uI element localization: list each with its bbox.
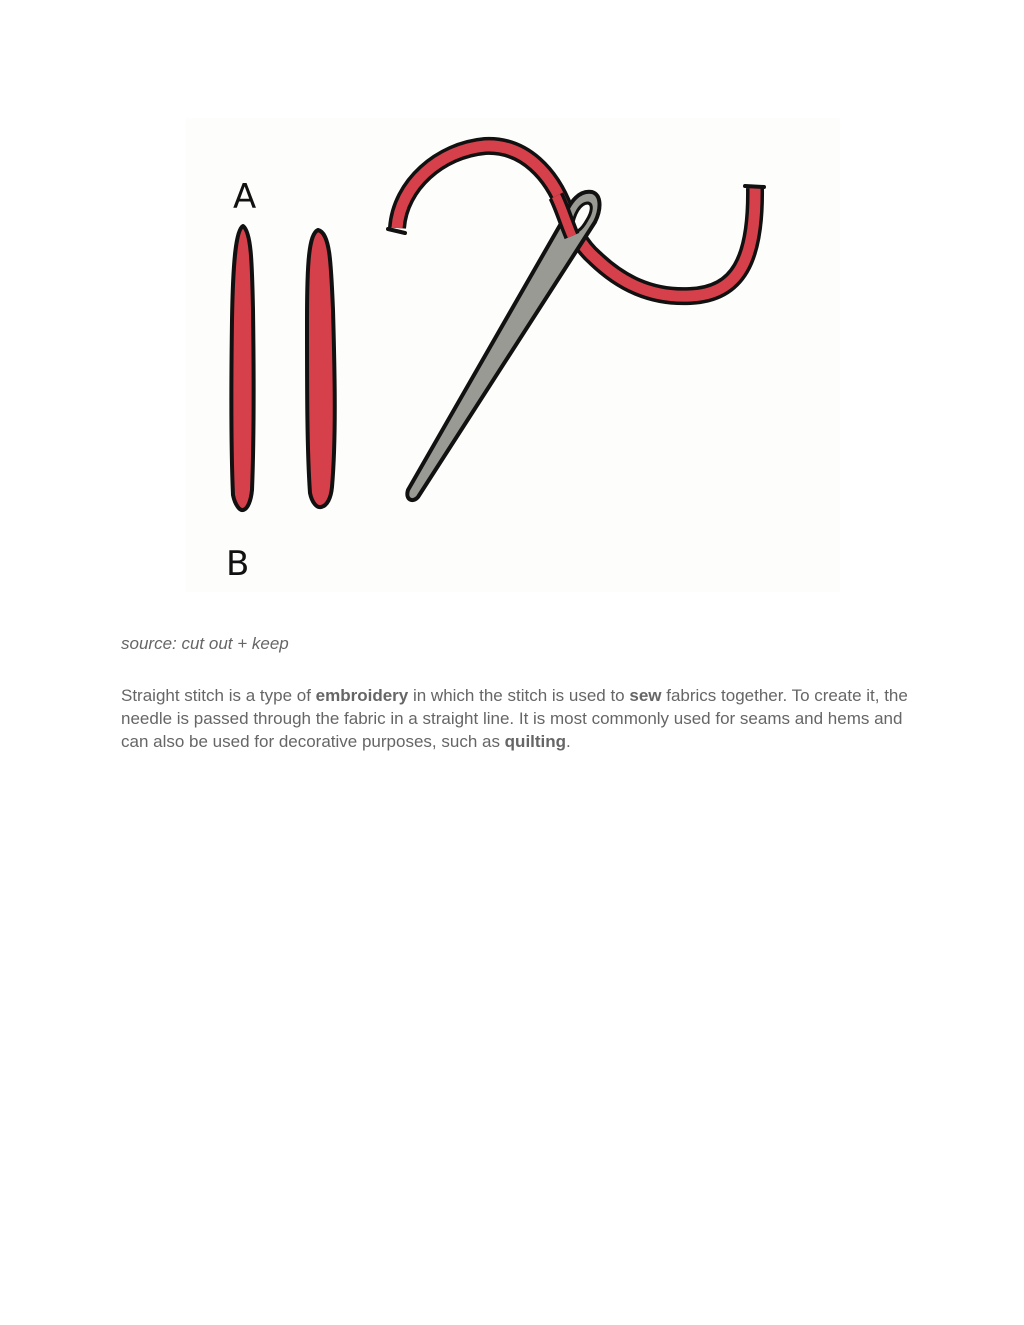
label-a: A [233, 177, 257, 217]
link-sew: sew [629, 686, 662, 705]
straight-stitch-illustration [186, 118, 840, 592]
link-quilting: quilting [504, 732, 567, 752]
label-b: B [226, 544, 250, 584]
paragraph-text: Straight stitch is a type of [121, 686, 316, 705]
description-paragraph [121, 684, 921, 754]
needle [407, 192, 599, 500]
paragraph-text: fabrics together. To create it, the needle is passed through the fabric in a straight line. It is most commonly used for seams and hems and can also be used for decorative purposes, such as [121, 686, 908, 752]
paragraph-text: . [566, 732, 571, 752]
stitch-1 [231, 226, 253, 510]
stitch-2 [307, 230, 335, 507]
paragraph-text: in which the stitch is used to [408, 686, 630, 705]
image-caption: source: cut out + keep [121, 634, 289, 653]
link-embroidery: embroidery [315, 686, 409, 705]
